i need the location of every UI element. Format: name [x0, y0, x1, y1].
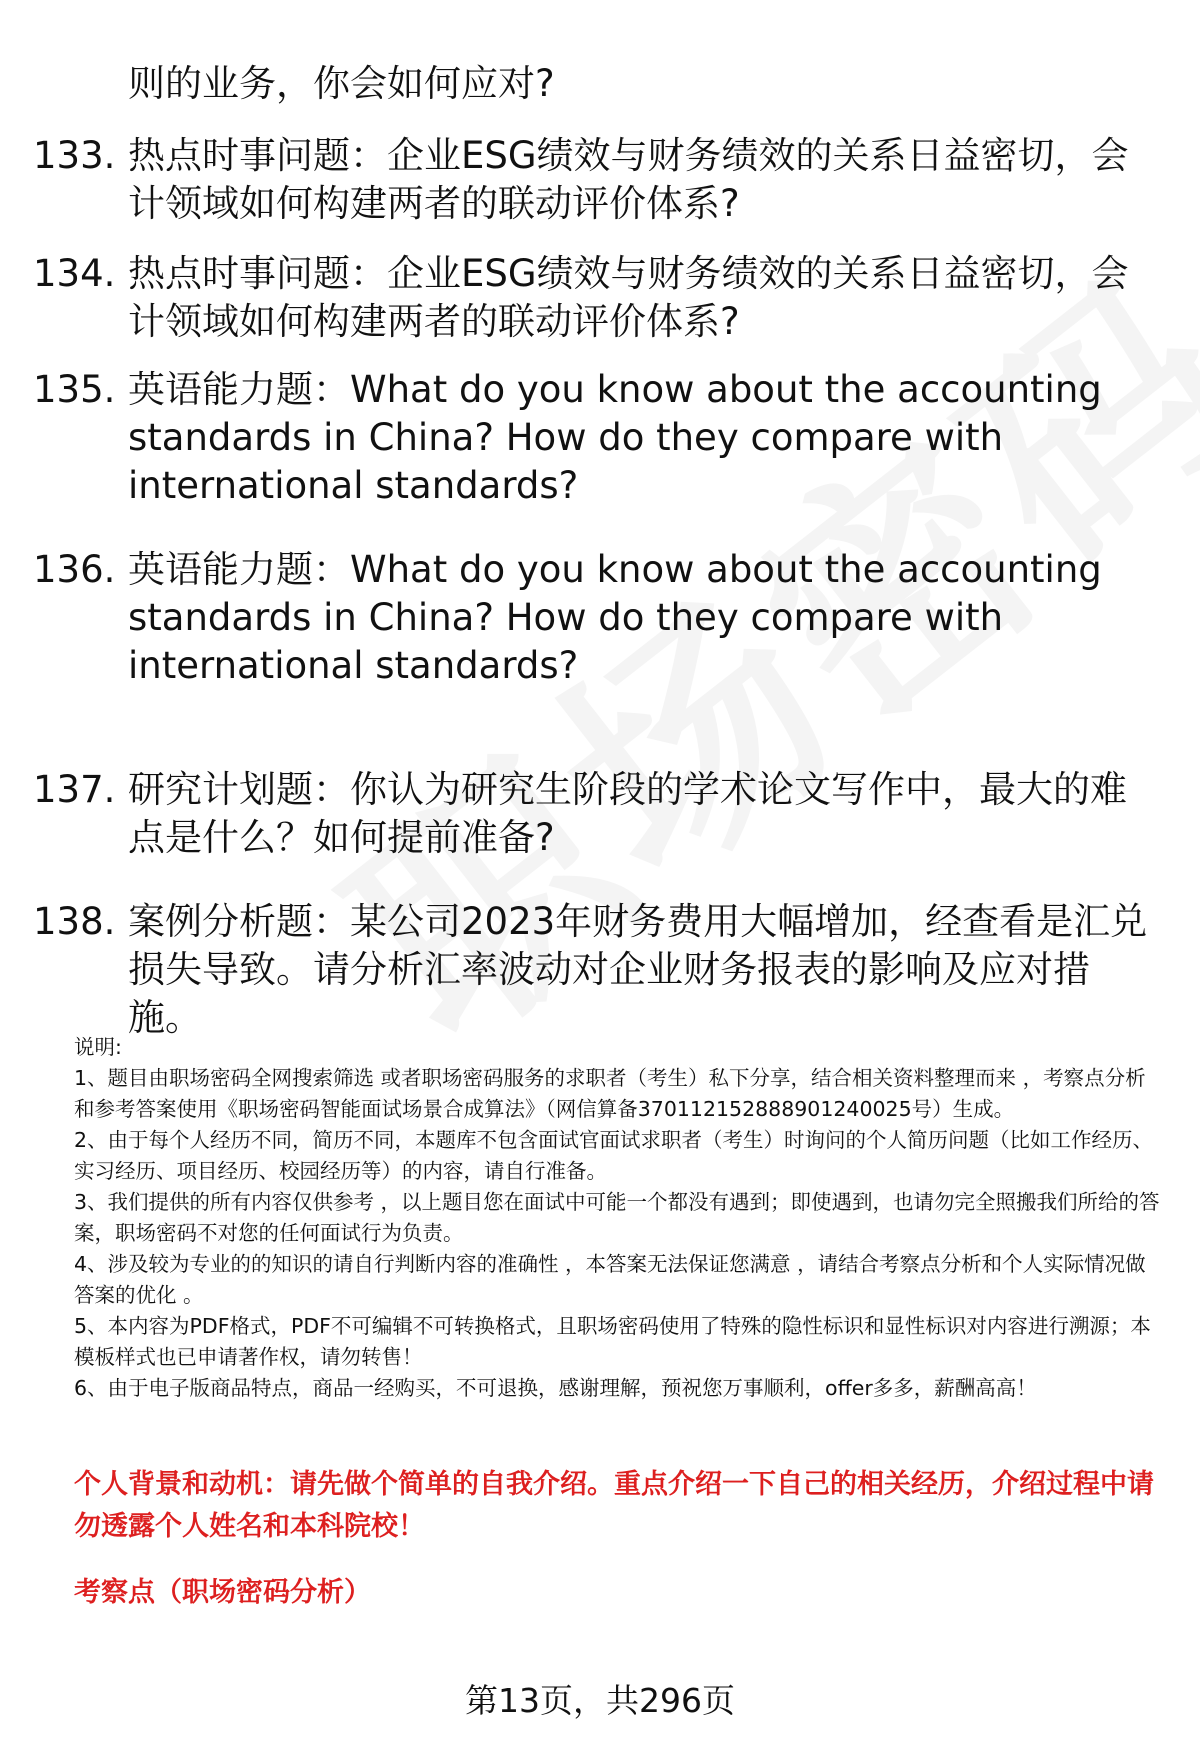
question-text: 英语能力题：What do you know about the accounting standards in China? How do they compare with international standards?	[128, 368, 1102, 507]
notes-section	[74, 1032, 1164, 1404]
question-number: 136.	[33, 548, 116, 591]
page-number: 第13页，共296页	[465, 1681, 735, 1720]
question-number: 137.	[33, 768, 116, 811]
question-item	[33, 766, 1163, 862]
question-text: 热点时事问题：企业ESG绩效与财务绩效的关系日益密切，会计领域如何构建两者的联动评价体系?	[128, 252, 1129, 343]
question-number: 138.	[33, 900, 116, 943]
question-text: 案例分析题：某公司2023年财务费用大幅增加，经查看是汇兑损失导致。请分析汇率波动对企业财务报表的影响及应对措施。	[128, 900, 1148, 1039]
question-number: 135.	[33, 368, 116, 411]
notes-title: 说明:	[74, 1035, 122, 1059]
question-text: 英语能力题：What do you know about the accounting standards in China? How do they compare with international standards?	[128, 548, 1102, 687]
question-text: 热点时事问题：企业ESG绩效与财务绩效的关系日益密切，会计领域如何构建两者的联动评价体系?	[128, 134, 1129, 225]
question-continuation: 则的业务，你会如何应对?	[128, 62, 555, 105]
note-item: 3、我们提供的所有内容仅供参考 ，以上题目您在面试中可能一个都没有遇到；即使遇到，也请勿完全照搬我们所给的答案，职场密码不对您的任何面试行为负责。	[74, 1190, 1160, 1245]
question-item	[33, 898, 1163, 1042]
note-item: 2、由于每个人经历不同，简历不同，本题库不包含面试官面试求职者（考生）时询问的个人简历问题（比如工作经历、实习经历、项目经历、校园经历等）的内容，请自行准备。	[74, 1128, 1154, 1183]
question-item	[33, 366, 1163, 510]
personal-background-heading: 个人背景和动机：请先做个简单的自我介绍。重点介绍一下自己的相关经历，介绍过程中请勿透露个人姓名和本科院校！	[74, 1469, 1154, 1542]
question-number: 133.	[33, 134, 116, 177]
note-item: 6、由于电子版商品特点，商品一经购买，不可退换，感谢理解，预祝您万事顺利，offer多多，薪酬高高！	[74, 1376, 1037, 1400]
note-item: 5、本内容为PDF格式，PDF不可编辑不可转换格式，且职场密码使用了特殊的隐性标识和显性标识对内容进行溯源；本模板样式也已申请著作权，请勿转售！	[74, 1314, 1151, 1369]
question-item	[33, 546, 1163, 690]
examination-point-heading: 考察点（职场密码分析）	[74, 1577, 371, 1608]
note-item: 4、涉及较为专业的的知识的请自行判断内容的准确性 ，本答案无法保证您满意 ，请结合考察点分析和个人实际情况做答案的优化 。	[74, 1252, 1146, 1307]
question-item	[33, 132, 1163, 228]
note-item: 1、题目由职场密码全网搜索筛选 或者职场密码服务的求职者（考生）私下分享，结合相关资料整理而来 ，考察点分析和参考答案使用《职场密码智能面试场景合成算法》（网信算备370112152888901240025号）生成。	[74, 1066, 1146, 1121]
question-text: 研究计划题：你认为研究生阶段的学术论文写作中，最大的难点是什么？如何提前准备?	[128, 768, 1127, 859]
question-item	[33, 250, 1163, 346]
question-number: 134.	[33, 252, 116, 295]
